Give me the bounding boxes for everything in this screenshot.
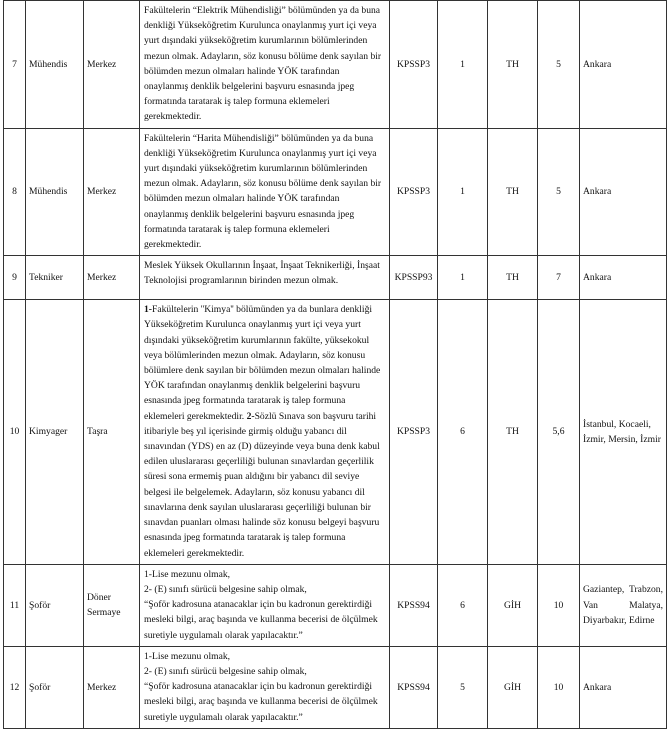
position-location: Döner Sermaye <box>84 564 140 646</box>
position-count: 1 <box>438 256 488 300</box>
status-code: GİH <box>488 646 538 728</box>
qualification-text: Fakültelerin “Harita Mühendisliği” bölümünden ya da buna denkliği Yükseköğretim Kurulunca onaylanmış yurt içi veya yurt dışındaki yükseköğretim kurumlarının bölümlerinden mezun olmak. Adayların, söz konusu bölüme denk sayılan bir bölümden mezun olmaları halinde YÖK tarafından onaylanmış denklik belgelerini başvuru esnasında jpeg formatında taratarak iş talep formuna eklemeleri gerekmektedir. <box>140 128 390 256</box>
status-code: TH <box>488 300 538 564</box>
row-number: 7 <box>4 1 26 129</box>
qualification-text: 1-Lise mezunu olmak, 2- (E) sınıfı sürücü belgesine sahip olmak, “Şoför kadrosuna atanacaklar için bu kadronun gerektirdiği mesleki bilgi, araç başında ve kullanma becerisi de ölçülmek suretiyle uygulamalı olarak yapılacaktır.” <box>140 646 390 728</box>
position-title: Kimyager <box>26 300 84 564</box>
position-location: Merkez <box>84 128 140 256</box>
table-row <box>4 646 667 728</box>
row-number: 9 <box>4 256 26 300</box>
city-list: Ankara <box>580 128 667 256</box>
status-code: GİH <box>488 564 538 646</box>
status-code: TH <box>488 128 538 256</box>
city-list: Ankara <box>580 256 667 300</box>
position-location: Merkez <box>84 1 140 129</box>
kpss-type: KPSSP3 <box>390 128 438 256</box>
item-number: 2- <box>246 410 255 422</box>
table-row <box>4 300 667 564</box>
position-count: 1 <box>438 1 488 129</box>
item-number: 1- <box>144 304 152 316</box>
qualification-text: 1-Lise mezunu olmak, 2- (E) sınıfı sürücü belgesine sahip olmak, “Şoför kadrosuna atanacaklar için bu kadronun gerektirdiği mesleki bilgi, araç başında ve kullanma becerisi de ölçülmek suretiyle uygulamalı olarak yapılacaktır.” <box>140 564 390 646</box>
score-grade: 10 <box>538 564 580 646</box>
kpss-type: KPSSP3 <box>390 1 438 129</box>
kpss-type: KPSSP3 <box>390 300 438 564</box>
qualification-text: Meslek Yüksek Okullarının İnşaat, İnşaat Teknikerliği, İnşaat Teknolojisi programlarının birinden mezun olmak. <box>140 256 390 300</box>
position-count: 1 <box>438 128 488 256</box>
row-number: 8 <box>4 128 26 256</box>
position-count: 6 <box>438 564 488 646</box>
city-list: Ankara <box>580 646 667 728</box>
table-row <box>4 564 667 646</box>
row-number: 10 <box>4 300 26 564</box>
row-number: 12 <box>4 646 26 728</box>
city-list: Gaziantep, Trabzon, Van Malatya, Diyarbakır, Edirne <box>580 564 667 646</box>
kpss-type: KPSSP93 <box>390 256 438 300</box>
table-row <box>4 1 667 129</box>
city-list: İstanbul, Kocaeli, İzmir, Mersin, İzmir <box>580 300 667 564</box>
row-number: 11 <box>4 564 26 646</box>
position-location: Merkez <box>84 256 140 300</box>
score-grade: 7 <box>538 256 580 300</box>
status-code: TH <box>488 1 538 129</box>
score-grade: 5 <box>538 1 580 129</box>
qualification-text: 1-Fakültelerin ''Kimya'' bölümünden ya da bunlara denkliği Yükseköğretim Kurulunca onaylanmış yurt içi veya yurt dışındaki yükseköğretim kurumlarının fakülte, yüksekokul veya bölümlerinden mezun olmak. Adayların, söz konusu bölümlere denk sayılan bir bölümden mezun olmaları halinde YÖK tarafından onaylanmış denklik belgelerini başvuru esnasında jpeg formatında taratarak iş talep formuna eklemeleri gerekmektedir. 2-Sözlü Sınava son başvuru tarihi itibariyle beş yıl içerisinde girmiş olduğu yabancı dil sınavından (YDS) en az (D) düzeyinde veya buna denk kabul edilen uluslararası geçerliliği bulunan sınavlardan geçerlilik süresi sona ermemiş puan aldığını bir yabancı dil seviye belgesi ile belgelemek. Adayların, söz konusu yabancı dil sınavlarına denk sayılan uluslararası geçerliliği bulunan bir sınavdan puanları olması halinde söz konusu belgeyi başvuru esnasında jpeg formatında taratarak iş talep formuna eklemeleri gerekmektedir. <box>140 300 390 564</box>
position-count: 5 <box>438 646 488 728</box>
position-location: Taşra <box>84 300 140 564</box>
score-grade: 5 <box>538 128 580 256</box>
table-row <box>4 256 667 300</box>
status-code: TH <box>488 256 538 300</box>
position-title: Şoför <box>26 564 84 646</box>
position-title: Mühendis <box>26 128 84 256</box>
table-row <box>4 128 667 256</box>
position-title: Şoför <box>26 646 84 728</box>
position-title: Tekniker <box>26 256 84 300</box>
score-grade: 10 <box>538 646 580 728</box>
kpss-type: KPSS94 <box>390 564 438 646</box>
score-grade: 5,6 <box>538 300 580 564</box>
position-location: Merkez <box>84 646 140 728</box>
position-count: 6 <box>438 300 488 564</box>
kpss-type: KPSS94 <box>390 646 438 728</box>
city-list: Ankara <box>580 1 667 129</box>
position-title: Mühendis <box>26 1 84 129</box>
requirements-table <box>3 0 667 729</box>
qualification-text: Fakültelerin “Elektrik Mühendisliği” bölümünden ya da buna denkliği Yükseköğretim Kurulunca onaylanmış yurt içi veya yurt dışındaki yükseköğretim kurumlarının bölümlerinden mezun olmak. Adayların, söz konusu bölüme denk sayılan bir bölümden mezun olmaları halinde YÖK tarafından onaylanmış denklik belgelerini başvuru esnasında jpeg formatında taratarak iş talep formuna eklemeleri gerekmektedir. <box>140 1 390 129</box>
